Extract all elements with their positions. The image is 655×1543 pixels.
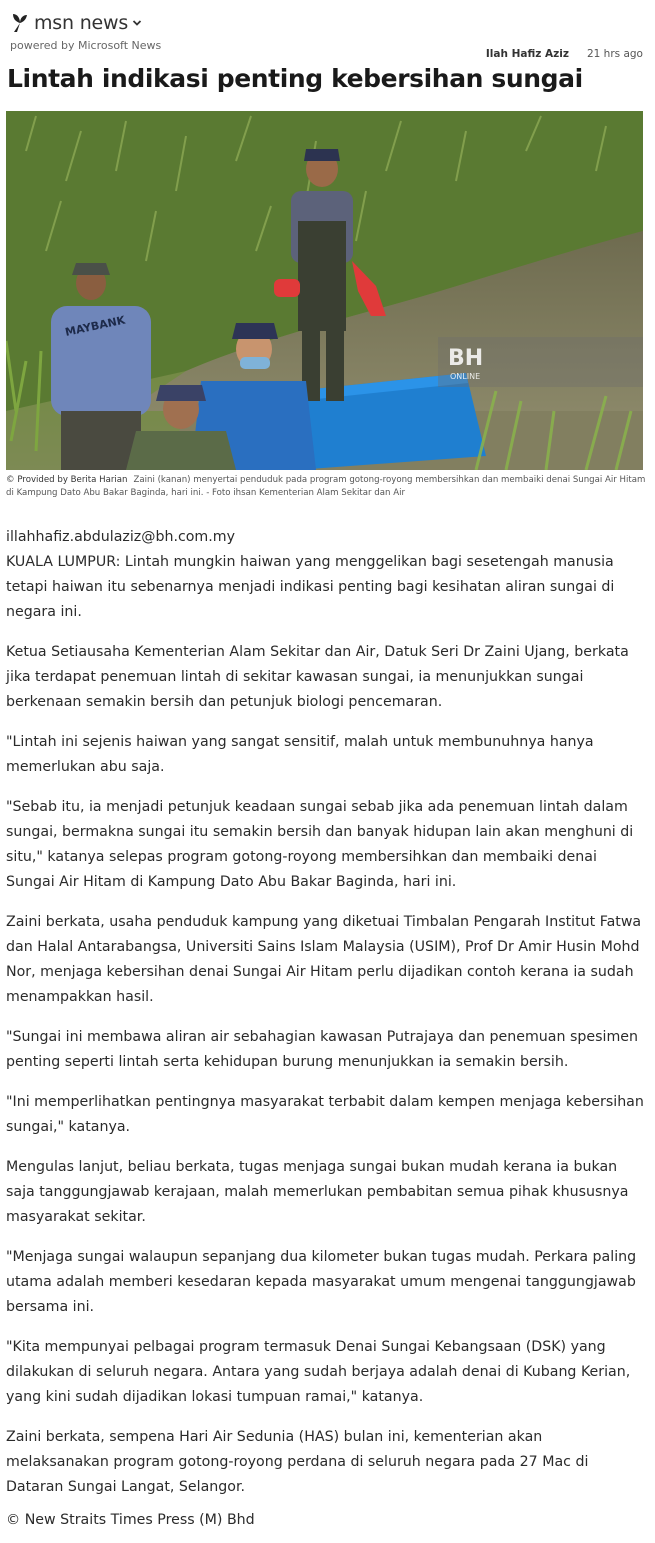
msn-butterfly-icon [10,12,30,34]
author-name[interactable]: Ilah Hafiz Aziz [485,48,569,60]
publish-time: 21 hrs ago [586,48,643,60]
msn-news-brand[interactable] [10,10,142,36]
copyright-notice: © New Straits Times Press (M) Bhd [6,1512,255,1528]
author-email[interactable]: illahhafiz.abdulaziz@bh.com.my [6,529,235,545]
article-paragraph: "Sebab itu, ia menjadi petunjuk keadaan sungai sebab jika ada penemuan lintah dalam sungai, bermakna sungai itu semakin bersih dan banyak hidupan lain akan menghuni di situ," katanya selepas program gotong-royong membersihkan dan membaiki denai Sungai Air Hitam di Kampung Dato Abu Bakar Baginda, hari ini. [6,799,634,890]
article-paragraph: "Menjaga sungai walaupun sepanjang dua kilometer bukan tugas mudah. Perkara paling utama adalah memberi kesedaran kepada masyarakat umum mengenai tanggungjawab bersama ini. [6,1249,637,1315]
photo-provider: © Provided by Berita Harian [6,475,128,485]
article-headline: Lintah indikasi penting kebersihan sungai [7,64,583,93]
photo-caption-text: Zaini (kanan) menyertai penduduk pada program gotong-royong membersihkan dan membaiki denai Sungai Air Hitam di Kampung Dato Abu Bakar Baginda, hari ini. - Foto ihsan Kementerian Alam Sekitar dan Air [6,475,646,498]
river-cleanup-photo [6,111,643,470]
article-paragraph: Mengulas lanjut, beliau berkata, tugas menjaga sungai bukan mudah kerana ia bukan saja tanggungjawab kerajaan, malah memerlukan pembabitan semua pihak khususnya masyarakat sekitar. [6,1159,629,1225]
photo-watermark-online: ONLINE [450,372,481,381]
article-paragraph: "Kita mempunyai pelbagai program termasuk Denai Sungai Kebangsaan (DSK) yang dilakukan di seluruh negara. Antara yang sudah berjaya adalah denai di Kubang Kerian, yang kini sudah dijadikan lokasi tumpuan ramai," katanya. [6,1339,631,1405]
powered-by-text: powered by Microsoft News [10,39,162,52]
article-paragraph: "Ini memperlihatkan pentingnya masyarakat terbabit dalam kempen menjaga kebersihan sungai," katanya. [6,1094,644,1135]
article-body [6,525,648,1515]
article-paragraph: Zaini berkata, usaha penduduk kampung yang diketuai Timbalan Pengarah Institut Fatwa dan Halal Antarabangsa, Universiti Sains Islam Malaysia (USIM), Prof Dr Amir Husin Mohd Nor, menjaga kebersihan denai Sungai Air Hitam perlu dijadikan contoh kerana ia sudah menampakkan hasil. [6,914,642,1005]
article-paragraph: KUALA LUMPUR: Lintah mungkin haiwan yang menggelikan bagi sesetengah manusia tetapi haiwan itu sebenarnya menjadi indikasi penting bagi kesihatan aliran sungai di negara ini. [6,554,615,620]
photo-watermark-bh: BH [448,346,484,371]
article-paragraph: "Sungai ini membawa aliran air sebahagian kawasan Putrajaya dan penemuan spesimen penting seperti lintah serta kehidupan burung menunjukkan ia semakin bersih. [6,1029,638,1070]
chevron-down-icon[interactable] [132,18,142,28]
article-photo[interactable] [6,111,643,470]
article-paragraph: "Lintah ini sejenis haiwan yang sangat sensitif, malah untuk membunuhnya hanya memerlukan abu saja. [6,734,594,775]
article-paragraph: Zaini berkata, sempena Hari Air Sedunia (HAS) bulan ini, kementerian akan melaksanakan program gotong-royong perdana di seluruh negara pada 27 Mac di Dataran Sungai Langat, Selangor. [6,1429,589,1495]
byline [486,48,643,60]
article-paragraph: Ketua Setiausaha Kementerian Alam Sekitar dan Air, Datuk Seri Dr Zaini Ujang, berkata jika terdapat penemuan lintah di sekitar kawasan sungai, ia menunjukkan sungai berkenaan semakin bersih dan petunjuk biologi pencemaran. [6,644,629,710]
photo-shirt-text: MAYBANK [63,313,127,339]
photo-caption [6,474,646,500]
brand-name: msn news [34,12,129,34]
